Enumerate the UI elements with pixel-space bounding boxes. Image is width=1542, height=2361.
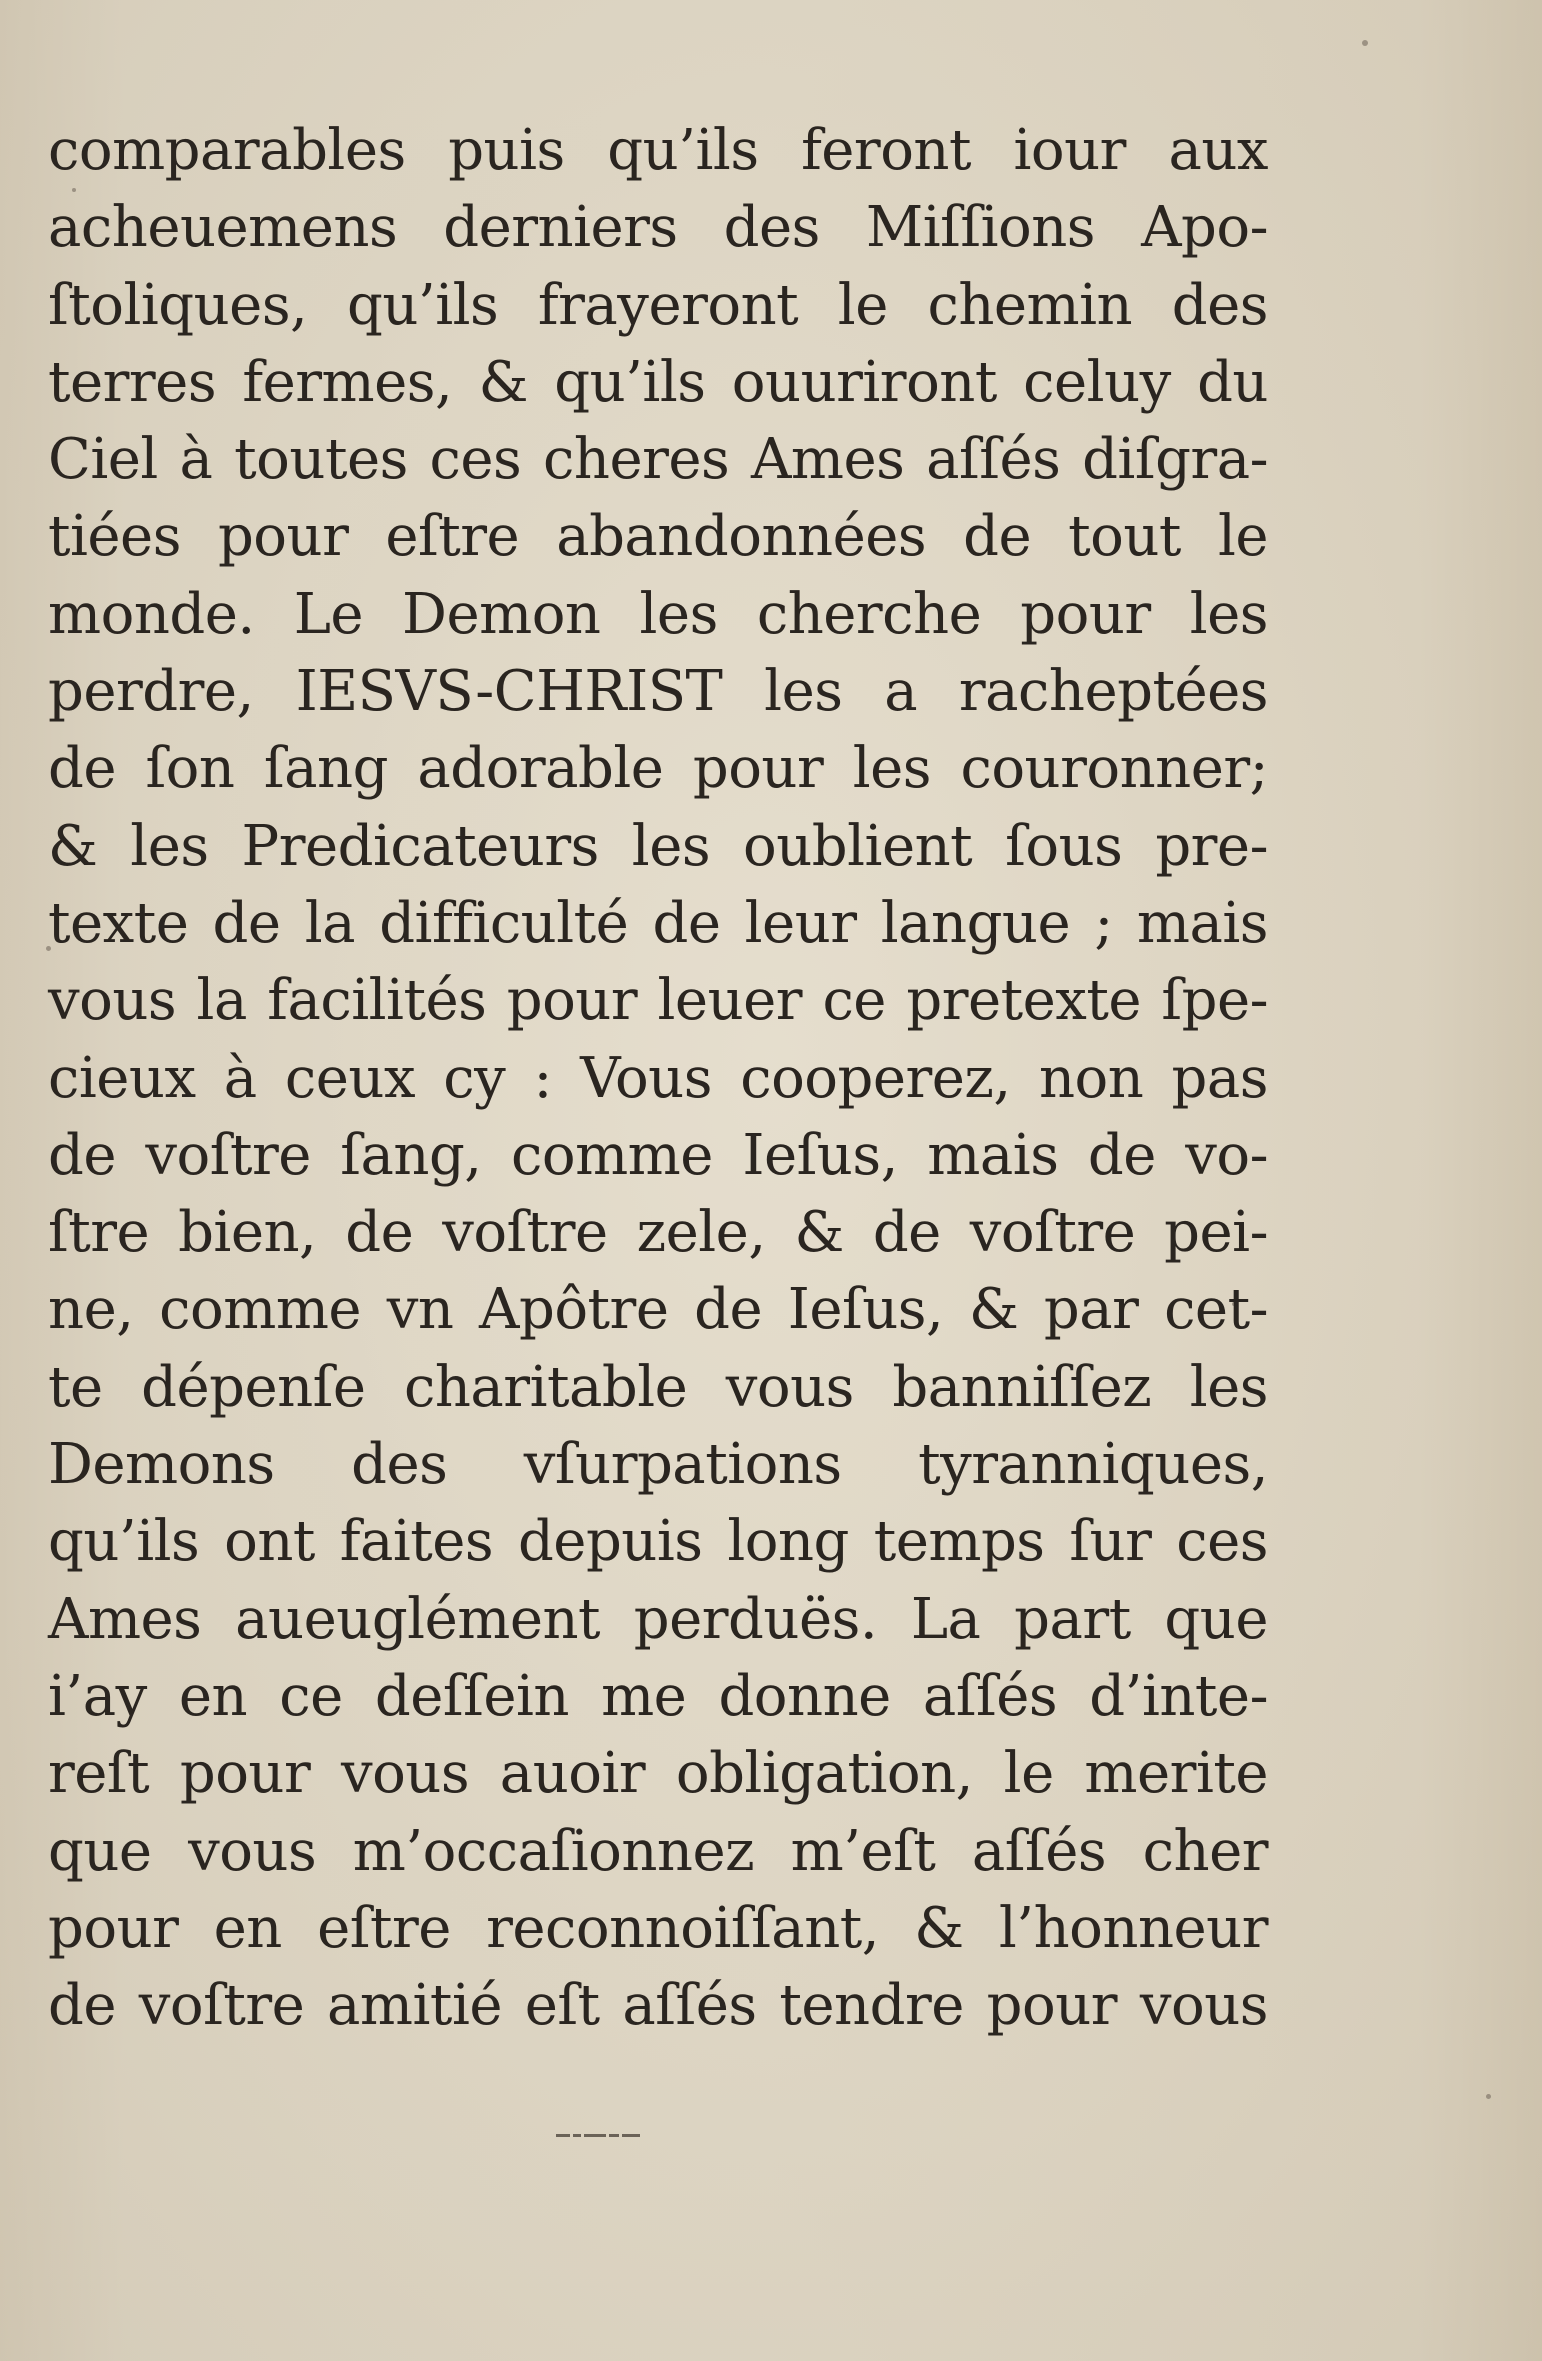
text-line: tiées pour eſtre abandonnées de tout le bbox=[48, 504, 1268, 570]
text-line: de voſtre ſang, comme Ieſus, mais de vo- bbox=[48, 1122, 1268, 1188]
text-line: Ames aueuglément perduës. La part que bbox=[48, 1586, 1268, 1652]
text-line: reſt pour vous auoir obligation, le merite bbox=[48, 1741, 1268, 1807]
footer-ornament-rule bbox=[556, 2126, 652, 2130]
text-line: que vous m’occaſionnez m’eſt aſſés cher bbox=[48, 1818, 1268, 1884]
text-line: ſtre bien, de voſtre zele, & de voſtre pei- bbox=[48, 1200, 1268, 1266]
text-line: vous la facilités pour leuer ce pretexte ſpe- bbox=[48, 968, 1268, 1034]
text-line: comparables puis qu’ils feront iour aux bbox=[48, 118, 1268, 183]
text-line: acheuemens derniers des Miſſions Apo- bbox=[48, 195, 1268, 261]
text-line: pour en eſtre reconnoiſſant, & l’honneur bbox=[48, 1895, 1268, 1961]
text-line: cieux à ceux cy : Vous cooperez, non pas bbox=[48, 1045, 1268, 1111]
text-line: perdre, IESVS-CHRIST les a racheptées bbox=[48, 659, 1268, 725]
text-line: de voſtre amitié eſt aſſés tendre pour vous bbox=[48, 1973, 1268, 2039]
text-line: qu’ils ont faites depuis long temps ſur ces bbox=[48, 1509, 1268, 1575]
paper-speck bbox=[1362, 40, 1368, 46]
text-line: ſtoliques, qu’ils frayeront le chemin des bbox=[48, 272, 1268, 338]
text-line: Demons des vſurpations tyranniques, bbox=[48, 1432, 1268, 1498]
page-text bbox=[48, 112, 1268, 2044]
text-line: de ſon ſang adorable pour les couronner; bbox=[48, 736, 1268, 802]
text-line: ne, comme vn Apôtre de Ieſus, & par cet- bbox=[48, 1277, 1268, 1343]
text-line: te dépenſe charitable vous banniſſez les bbox=[48, 1354, 1268, 1420]
text-line: texte de la difficulté de leur langue ; mais bbox=[48, 890, 1268, 956]
text-line: i’ay en ce deſſein me donne aſſés d’inte- bbox=[48, 1663, 1268, 1729]
text-line: Ciel à toutes ces cheres Ames aſſés diſgra- bbox=[48, 427, 1268, 493]
text-line: monde. Le Demon les cherche pour les bbox=[48, 581, 1268, 647]
paper-speck bbox=[1486, 2094, 1491, 2099]
text-line: & les Predicateurs les oublient ſous pre- bbox=[48, 813, 1268, 879]
text-line: terres fermes, & qu’ils ouuriront celuy du bbox=[48, 349, 1268, 415]
